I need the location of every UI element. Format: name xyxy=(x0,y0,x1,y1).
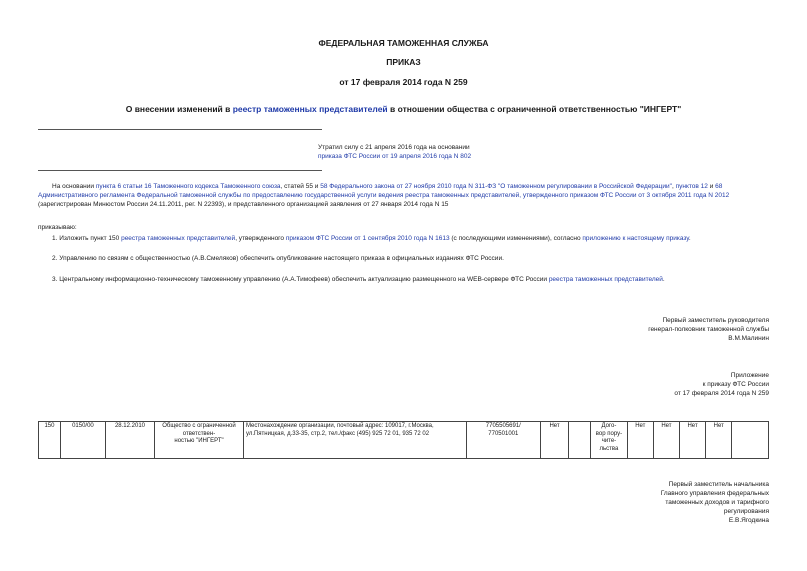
cell-empty xyxy=(569,422,591,459)
item-1-text-3: (с последующими изменениями), согласно xyxy=(449,235,583,242)
signature-1-position: Первый заместитель руководителя xyxy=(662,317,769,324)
item-1 xyxy=(52,234,769,243)
preamble-text-4: и xyxy=(707,183,716,190)
item-3 xyxy=(52,275,769,284)
preamble-text-2: , статей 55 и xyxy=(280,183,321,190)
appendix-order-date: от 17 февраля 2014 года N 259 xyxy=(674,390,769,397)
guarantee-line-2: вор пору- xyxy=(595,430,623,437)
signature-block-1 xyxy=(648,316,769,343)
divider-top xyxy=(38,129,322,130)
signature-2-dept-3: регулирования xyxy=(723,508,769,515)
item-2: 2. Управлению по связям с общественностью (А.В.Смеляков) обеспечить опубликование настоящего приказа в официальных изданиях ФТС России. xyxy=(52,255,504,262)
guarantee-line-4: льства xyxy=(599,445,619,452)
item-1-text-1: 1. Изложить пункт 150 xyxy=(52,235,122,242)
title-suffix: в отношении общества с ограниченной ответственностью "ИНГЕРТ" xyxy=(387,104,682,114)
signature-2-dept-2: таможенных доходов и тарифного xyxy=(665,499,769,506)
signature-1-name: В.М.Малинин xyxy=(728,335,769,342)
preamble-text-3: , xyxy=(671,183,676,190)
doc-title xyxy=(0,104,807,114)
status-line: Утратил силу с 21 апреля 2016 года на основании xyxy=(318,144,470,151)
cell-flag-5: Нет xyxy=(706,422,732,459)
item-1-text-2: , утвержденного xyxy=(235,235,286,242)
cell-flag-2: Нет xyxy=(627,422,653,459)
table-row xyxy=(39,422,769,459)
guarantee-line-3: чите- xyxy=(601,438,617,444)
org-line-1: Общество с ограниченной xyxy=(162,423,236,429)
appendix-block xyxy=(674,371,769,398)
title-prefix: О внесении изменений в xyxy=(125,104,233,114)
kpp: 770501001 xyxy=(488,430,519,437)
cell-trailing xyxy=(732,422,769,459)
title-registry-link[interactable]: реестр таможенных представителей xyxy=(232,104,388,114)
cell-date: 28.12.2010 xyxy=(105,422,154,459)
doc-date-number: от 17 февраля 2014 года N 259 xyxy=(339,77,468,87)
cell-guarantee xyxy=(591,422,628,459)
signature-2-name: Е.В.Ягодкина xyxy=(728,517,769,524)
cell-reg-number: 0150/00 xyxy=(60,422,105,459)
preamble-link-points-12[interactable]: пунктов 12 xyxy=(675,183,708,190)
signature-block-2 xyxy=(661,480,769,525)
status-note xyxy=(318,143,471,161)
preamble-link-federal-law[interactable]: 58 Федерального закона от 27 ноября 2010 года N 311-ФЗ "О таможенном регулировании в Российской Федерации" xyxy=(320,183,672,190)
preamble-text-1: На основании xyxy=(52,183,96,190)
cell-inn-kpp xyxy=(466,422,540,459)
preamble-link-regulation[interactable]: 68 Административного регламента Федеральной таможенной службы по предоставлению государственной услуги ведения реестра таможенных представителей, утвержденного приказом ФТС России от 3 октября 2011 года N 2012 xyxy=(38,183,730,199)
preamble-link-customs-code[interactable]: пункта 6 статьи 16 Таможенного кодекса Таможенного союза xyxy=(95,183,281,190)
cell-number: 150 xyxy=(39,422,61,459)
registry-table xyxy=(38,421,769,459)
signature-1-rank: генерал-полковник таможенной службы xyxy=(648,326,769,333)
order-word: приказываю: xyxy=(38,224,77,231)
preamble-text-5: (зарегистрирован Минюстом России 24.11.2011, рег. N 22393), и представленного организацией заявления от 27 января 2014 года N 15 xyxy=(38,201,449,208)
cell-organization xyxy=(155,422,244,459)
item-1-order-link[interactable]: приказом ФТС России от 1 сентября 2010 года N 1613 xyxy=(285,235,450,242)
org-line-3: ностью "ИНГЕРТ" xyxy=(174,438,224,444)
cell-flag-3: Нет xyxy=(653,422,679,459)
status-link[interactable]: приказа ФТС России от 19 апреля 2016 года N 802 xyxy=(318,153,472,160)
divider-bottom xyxy=(38,170,322,171)
item-1-registry-link[interactable]: реестра таможенных представителей xyxy=(121,235,236,242)
agency-name: ФЕДЕРАЛЬНАЯ ТАМОЖЕННАЯ СЛУЖБА xyxy=(318,38,489,48)
cell-flag-4: Нет xyxy=(680,422,706,459)
appendix-title: Приложение xyxy=(730,372,769,379)
cell-flag-1: Нет xyxy=(540,422,568,459)
item-3-registry-link[interactable]: реестра таможенных представителей xyxy=(548,276,663,283)
org-line-2: ответствен- xyxy=(182,430,216,437)
inn: 7705505691/ xyxy=(485,423,521,429)
item-1-text-4: . xyxy=(688,235,691,242)
preamble xyxy=(38,182,769,209)
signature-2-position: Первый заместитель начальника xyxy=(668,481,769,488)
appendix-order-ref: к приказу ФТС России xyxy=(702,381,769,388)
doc-type: ПРИКАЗ xyxy=(386,57,421,67)
guarantee-line-1: Дого- xyxy=(601,423,617,429)
item-1-appendix-link[interactable]: приложению к настоящему приказу xyxy=(582,235,689,242)
item-3-text-2: . xyxy=(662,276,665,283)
cell-address: Местонахождение организации, почтовый адрес: 109017, г.Москва, ул.Пятницкая, д.33-35, стр.2, тел./факс (495) 925 72 01, 935 72 02 xyxy=(243,422,466,459)
signature-2-dept-1: Главного управления федеральных xyxy=(660,490,769,497)
item-3-text-1: 3. Центральному информационно-техническому таможенному управлению (А.А.Тимофеев) обеспечить актуализацию размещенного на WEB-сервере ФТС России xyxy=(52,276,549,283)
